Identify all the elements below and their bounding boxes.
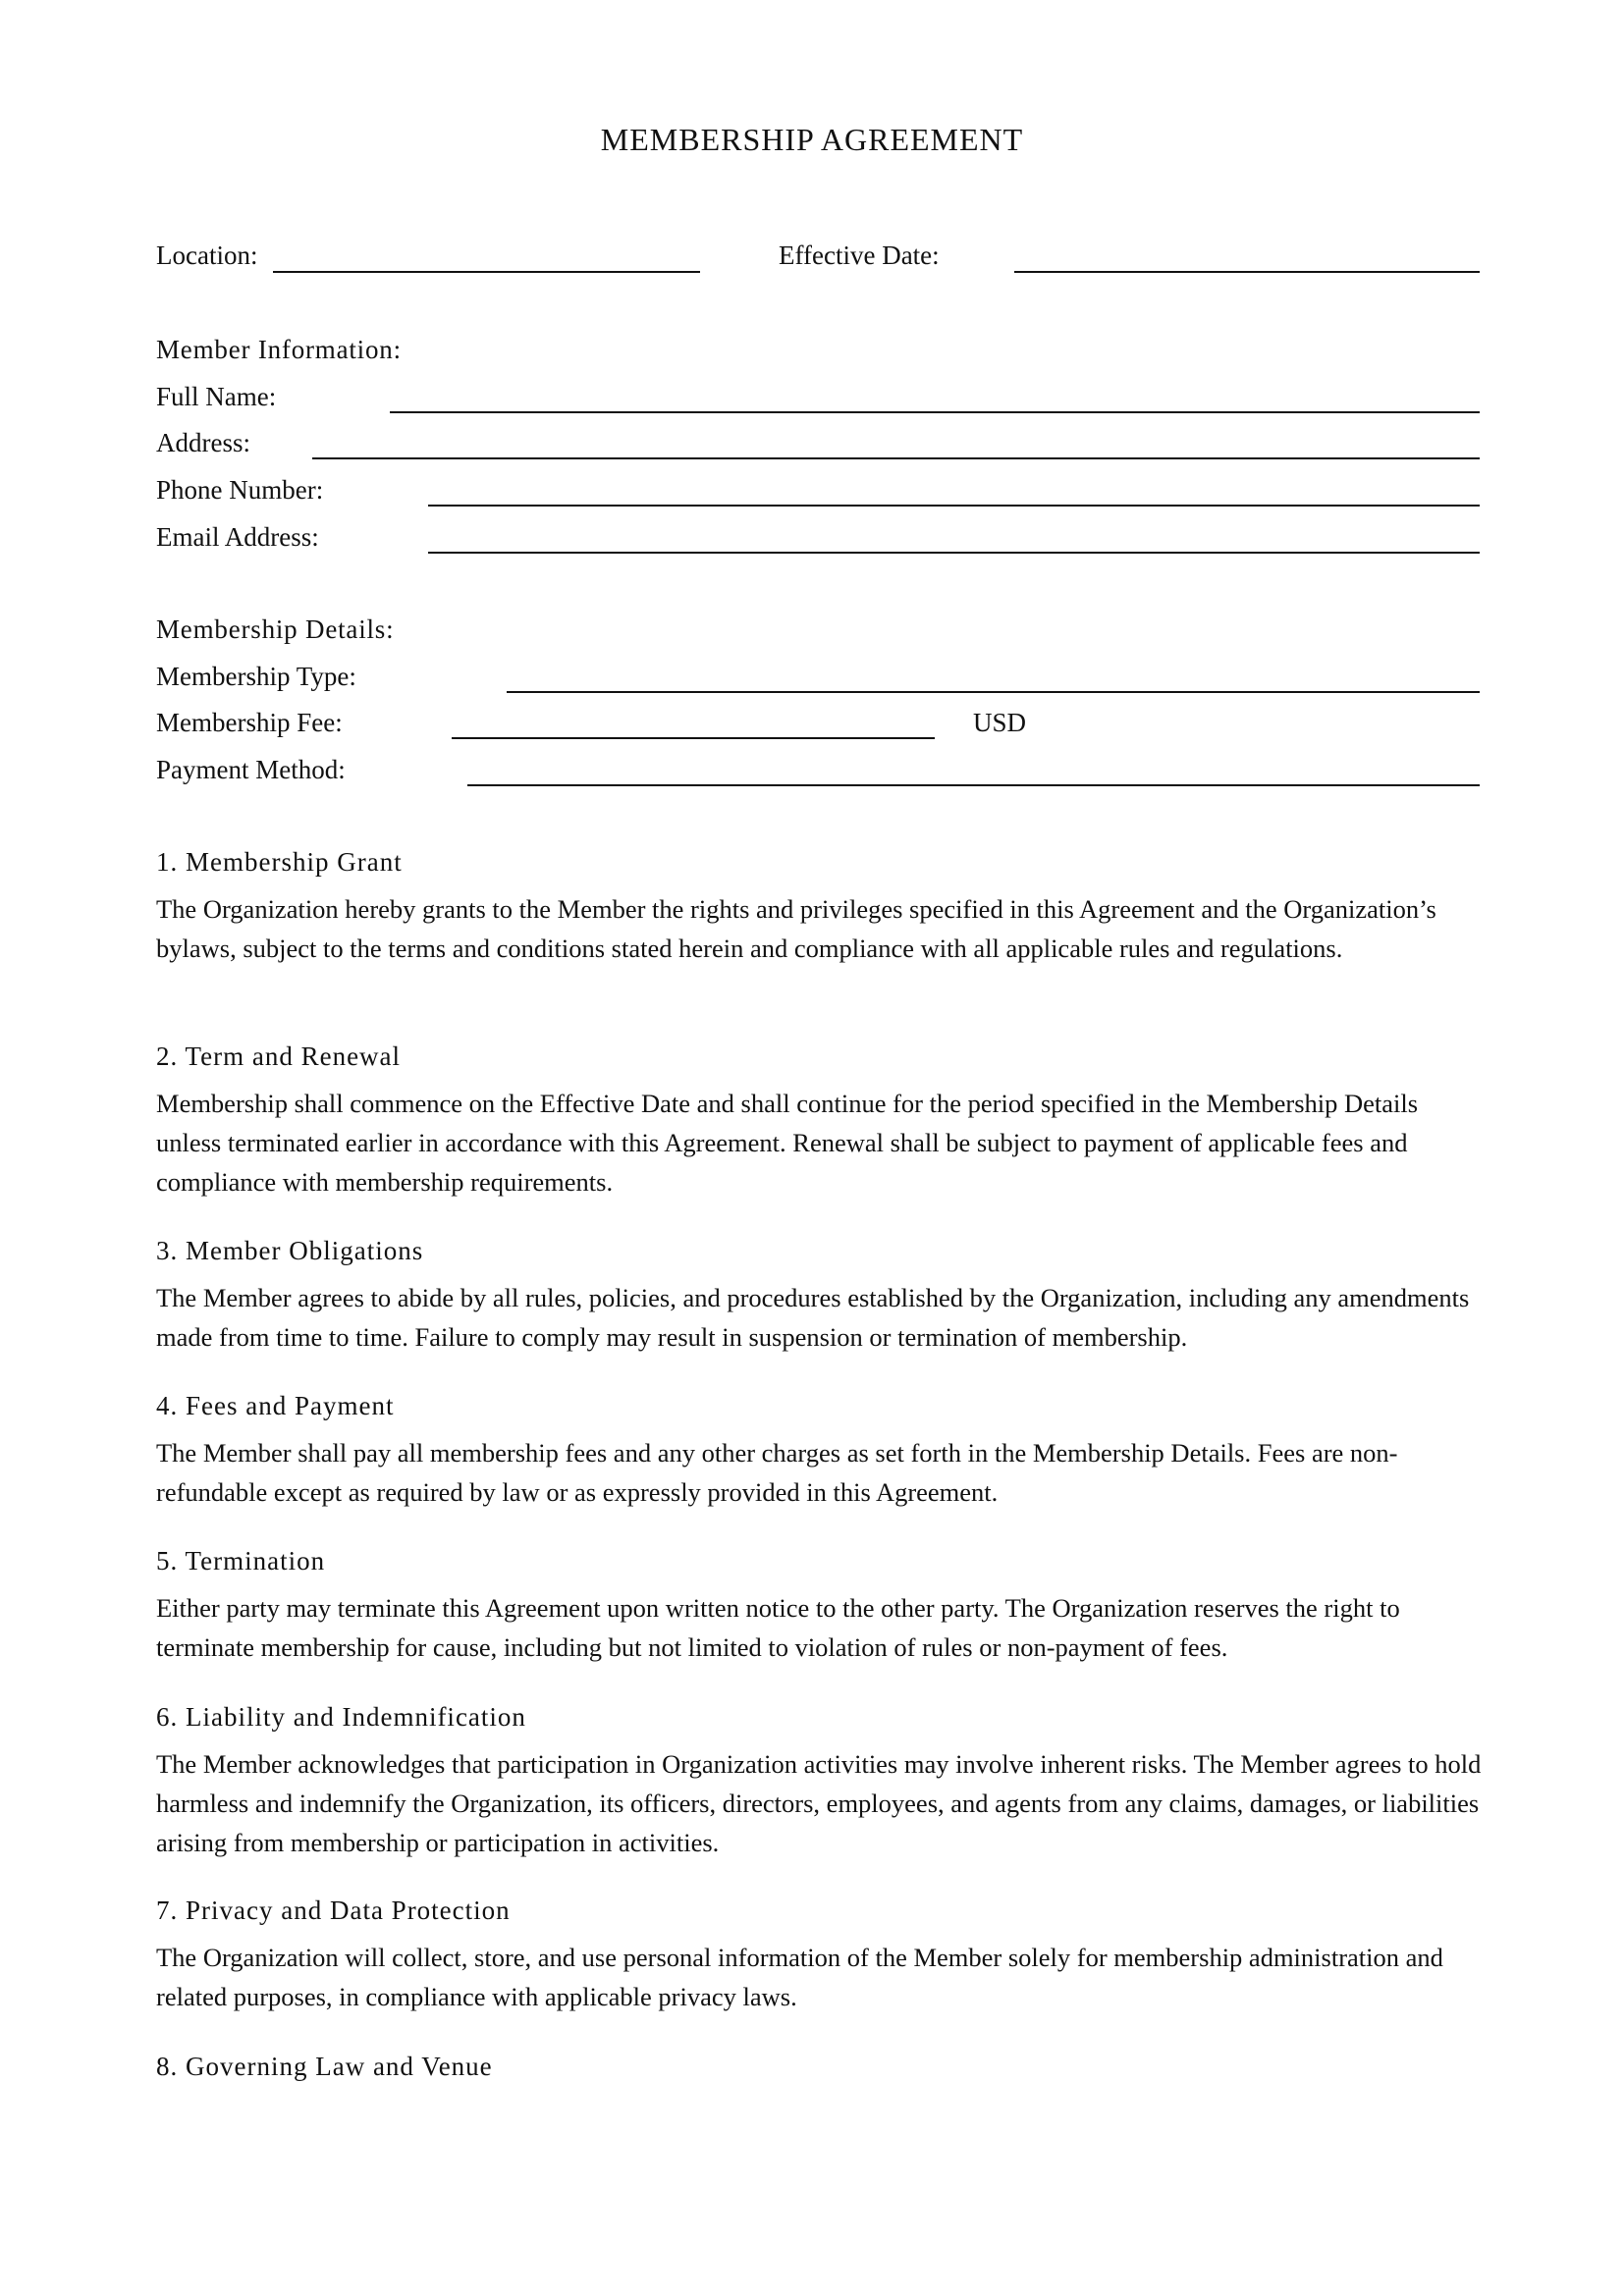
section-5-heading: 5. Termination [156, 1546, 326, 1575]
phone-number-label: Phone Number: [156, 475, 324, 505]
member-information-heading: Member Information: [156, 335, 402, 364]
section-1-heading: 1. Membership Grant [156, 847, 403, 877]
membership-type-label: Membership Type: [156, 662, 356, 691]
section-7-body: The Organization will collect, store, and use personal information of the Member solely for membership administration and related purposes, in compliance with applicable privacy laws. [156, 1943, 1443, 2011]
address-label: Address: [156, 428, 250, 457]
document-title: MEMBERSHIP AGREEMENT [600, 122, 1024, 157]
full-name-label: Full Name: [156, 382, 277, 411]
section-4-heading: 4. Fees and Payment [156, 1391, 395, 1420]
membership-fee-field[interactable] [452, 737, 935, 739]
effective-date-label: Effective Date: [779, 240, 940, 270]
phone-number-field[interactable] [428, 505, 1480, 507]
section-6-body: The Member acknowledges that participation in Organization activities may involve inherent risks. The Member agrees to hold harmless and indemnify the Organization, its officers, directors, employees, and agents from any claims, damages, or liabilities arising from membership or participation in activities. [156, 1749, 1482, 1857]
payment-method-label: Payment Method: [156, 755, 346, 784]
section-1-body: The Organization hereby grants to the Member the rights and privileges specified in this Agreement and the Organization’s bylaws, subject to the terms and conditions stated herein and compliance with all applicable rules and regulations. [156, 894, 1436, 963]
full-name-field[interactable] [390, 411, 1480, 413]
section-7-heading: 7. Privacy and Data Protection [156, 1896, 511, 1925]
section-5-body: Either party may terminate this Agreement upon written notice to the other party. The Organization reserves the right to terminate membership for cause, including but not limited to violation of rules or non-payment of fees. [156, 1593, 1400, 1662]
section-3-body: The Member agrees to abide by all rules, policies, and procedures established by the Organization, including any amendments made from time to time. Failure to comply may result in suspension or termination of membership. [156, 1283, 1470, 1352]
email-address-label: Email Address: [156, 522, 319, 552]
section-8-heading: 8. Governing Law and Venue [156, 2052, 493, 2081]
membership-details-heading: Membership Details: [156, 614, 395, 644]
section-4-body: The Member shall pay all membership fees and any other charges as set forth in the Membership Details. Fees are non-refundable except as required by law or as expressly provided in this Agreement. [156, 1438, 1398, 1507]
membership-fee-label: Membership Fee: [156, 708, 343, 737]
address-field[interactable] [312, 457, 1480, 459]
payment-method-field[interactable] [467, 784, 1480, 786]
membership-type-field[interactable] [507, 691, 1480, 693]
email-address-field[interactable] [428, 552, 1480, 554]
section-2-heading: 2. Term and Renewal [156, 1041, 402, 1071]
section-2-body: Membership shall commence on the Effective Date and shall continue for the period specified in the Membership Details unless terminated earlier in accordance with this Agreement. Renewal shall be subject to payment of applicable fees and compliance with membership requirements. [156, 1089, 1419, 1197]
effective-date-field[interactable] [1014, 271, 1480, 273]
fee-currency-label: USD [973, 708, 1027, 737]
location-field[interactable] [273, 271, 700, 273]
location-label: Location: [156, 240, 258, 270]
section-3-heading: 3. Member Obligations [156, 1236, 424, 1265]
section-6-heading: 6. Liability and Indemnification [156, 1702, 526, 1732]
